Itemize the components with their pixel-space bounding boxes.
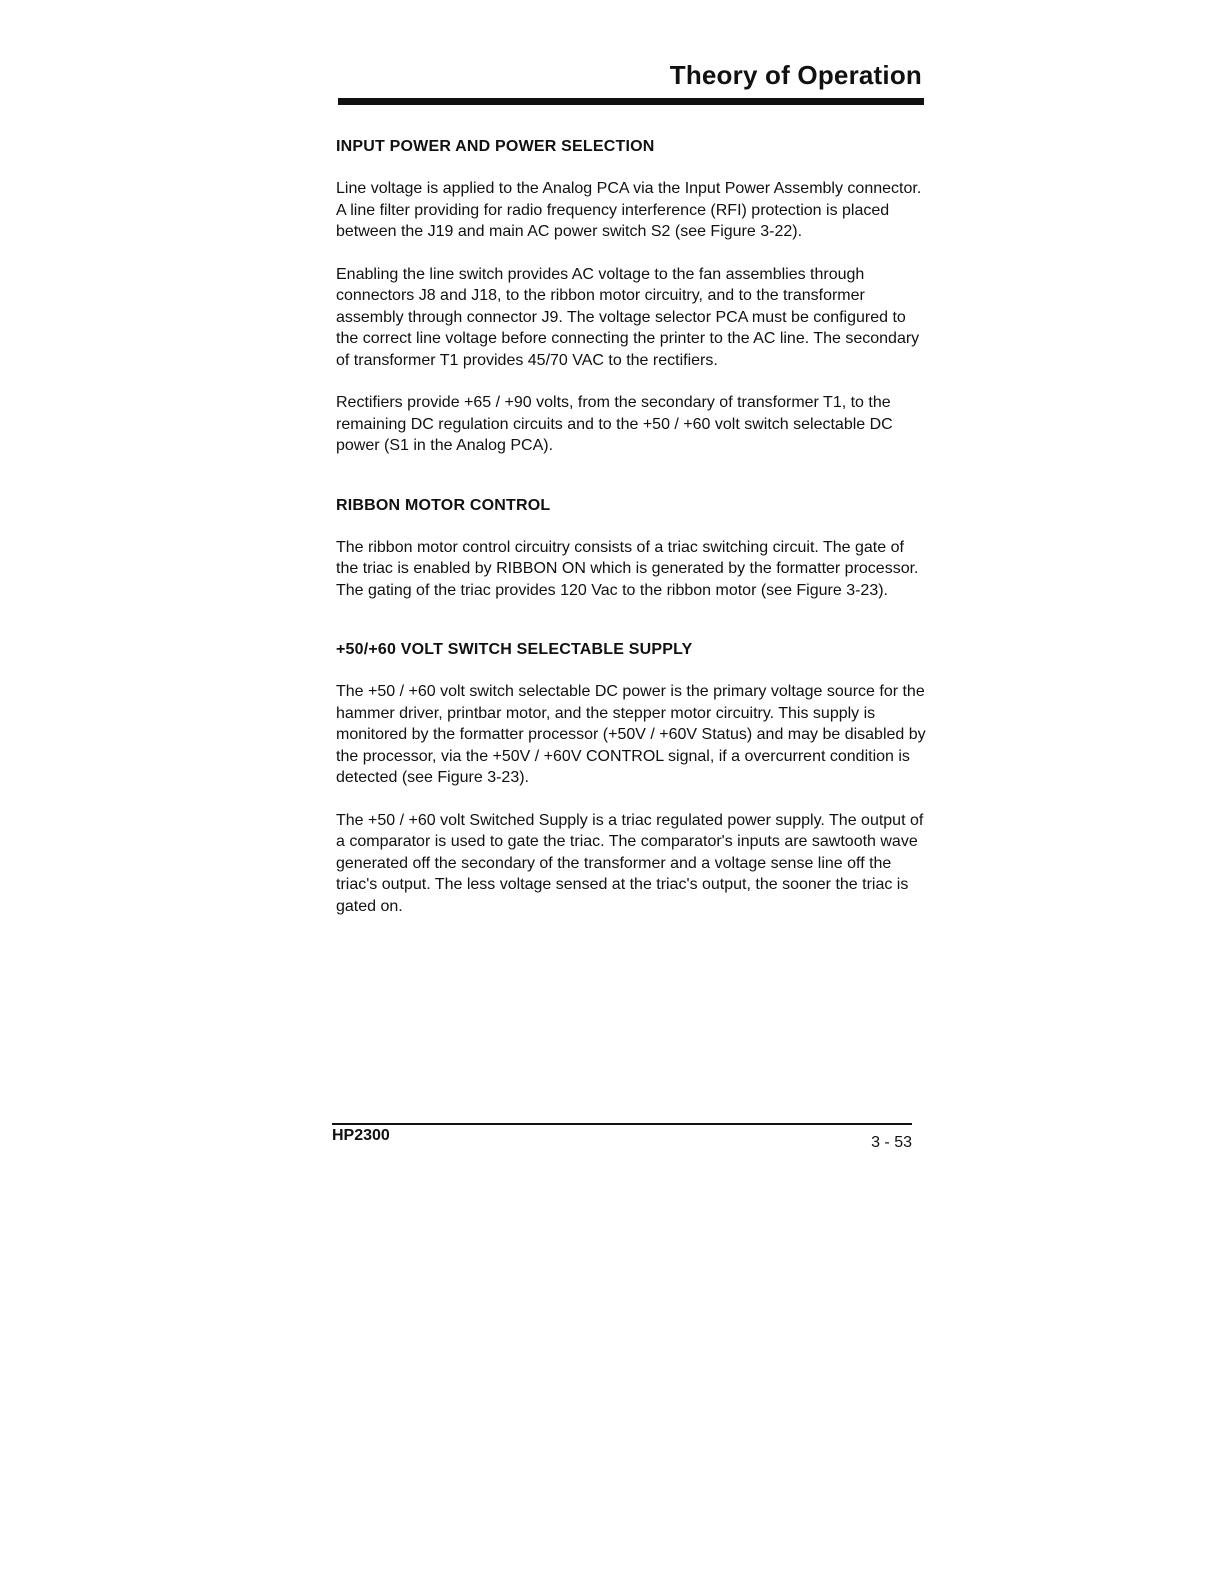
footer-model: HP2300 [332,1127,390,1144]
section-heading-volt-switch: +50/+60 VOLT SWITCH SELECTABLE SUPPLY [336,641,693,658]
paragraph-input-power-3: Rectifiers provide +65 / +90 volts, from the secondary of transformer T1, to the remaining DC regulation circuits and to the +50 / +60 volt switch selectable DC power (S1 in the Analog PCA). [336,394,893,454]
page-header-title: Theory of Operation [669,60,922,90]
document-body [336,138,928,917]
paragraph-ribbon-motor-1: The ribbon motor control circuitry consists of a triac switching circuit. The gate of the triac is enabled by RIBBON ON which is generated by the formatter processor. The gating of the triac provides 120 Vac to the ribbon motor (see Figure 3-23). [336,538,919,599]
section-heading-ribbon-motor: RIBBON MOTOR CONTROL [336,496,551,514]
section-heading-input-power: INPUT POWER AND POWER SELECTION [336,138,655,155]
paragraph-input-power-1: Line voltage is applied to the Analog PCA via the Input Power Assembly connector. A line filter providing for radio frequency interference (RFI) protection is placed between the J19 and main AC power switch S2 (see Figure 3-22). [336,180,922,240]
header-rule [338,98,924,105]
footer-page-number: 3 - 53 [871,1134,912,1151]
paragraph-input-power-2: Enabling the line switch provides AC voltage to the fan assemblies through connectors J8 and J18, to the ribbon motor circuitry, and to the transformer assembly through connector J9. The voltage selector PCA must be configured to the correct line voltage before connecting the printer to the AC line. The secondary of transformer T1 provides 45/70 VAC to the rectifiers. [336,265,920,369]
paragraph-volt-switch-2: The +50 / +60 volt Switched Supply is a triac regulated power supply. The output of a comparator is used to gate the triac. The comparator's inputs are sawtooth wave generated off the secondary of the transformer and a voltage sense line off the triac's output. The less voltage sensed at the triac's output, the sooner the triac is gated on. [336,811,924,915]
footer-rule [332,1123,912,1125]
paragraph-volt-switch-1: The +50 / +60 volt switch selectable DC power is the primary voltage source for the hammer driver, printbar motor, and the stepper motor circuitry. This supply is monitored by the formatter processor (+50V / +60V Status) and may be disabled by the processor, via the +50V / +60V CONTROL signal, if a overcurrent condition is detected (see Figure 3-23). [336,683,926,786]
